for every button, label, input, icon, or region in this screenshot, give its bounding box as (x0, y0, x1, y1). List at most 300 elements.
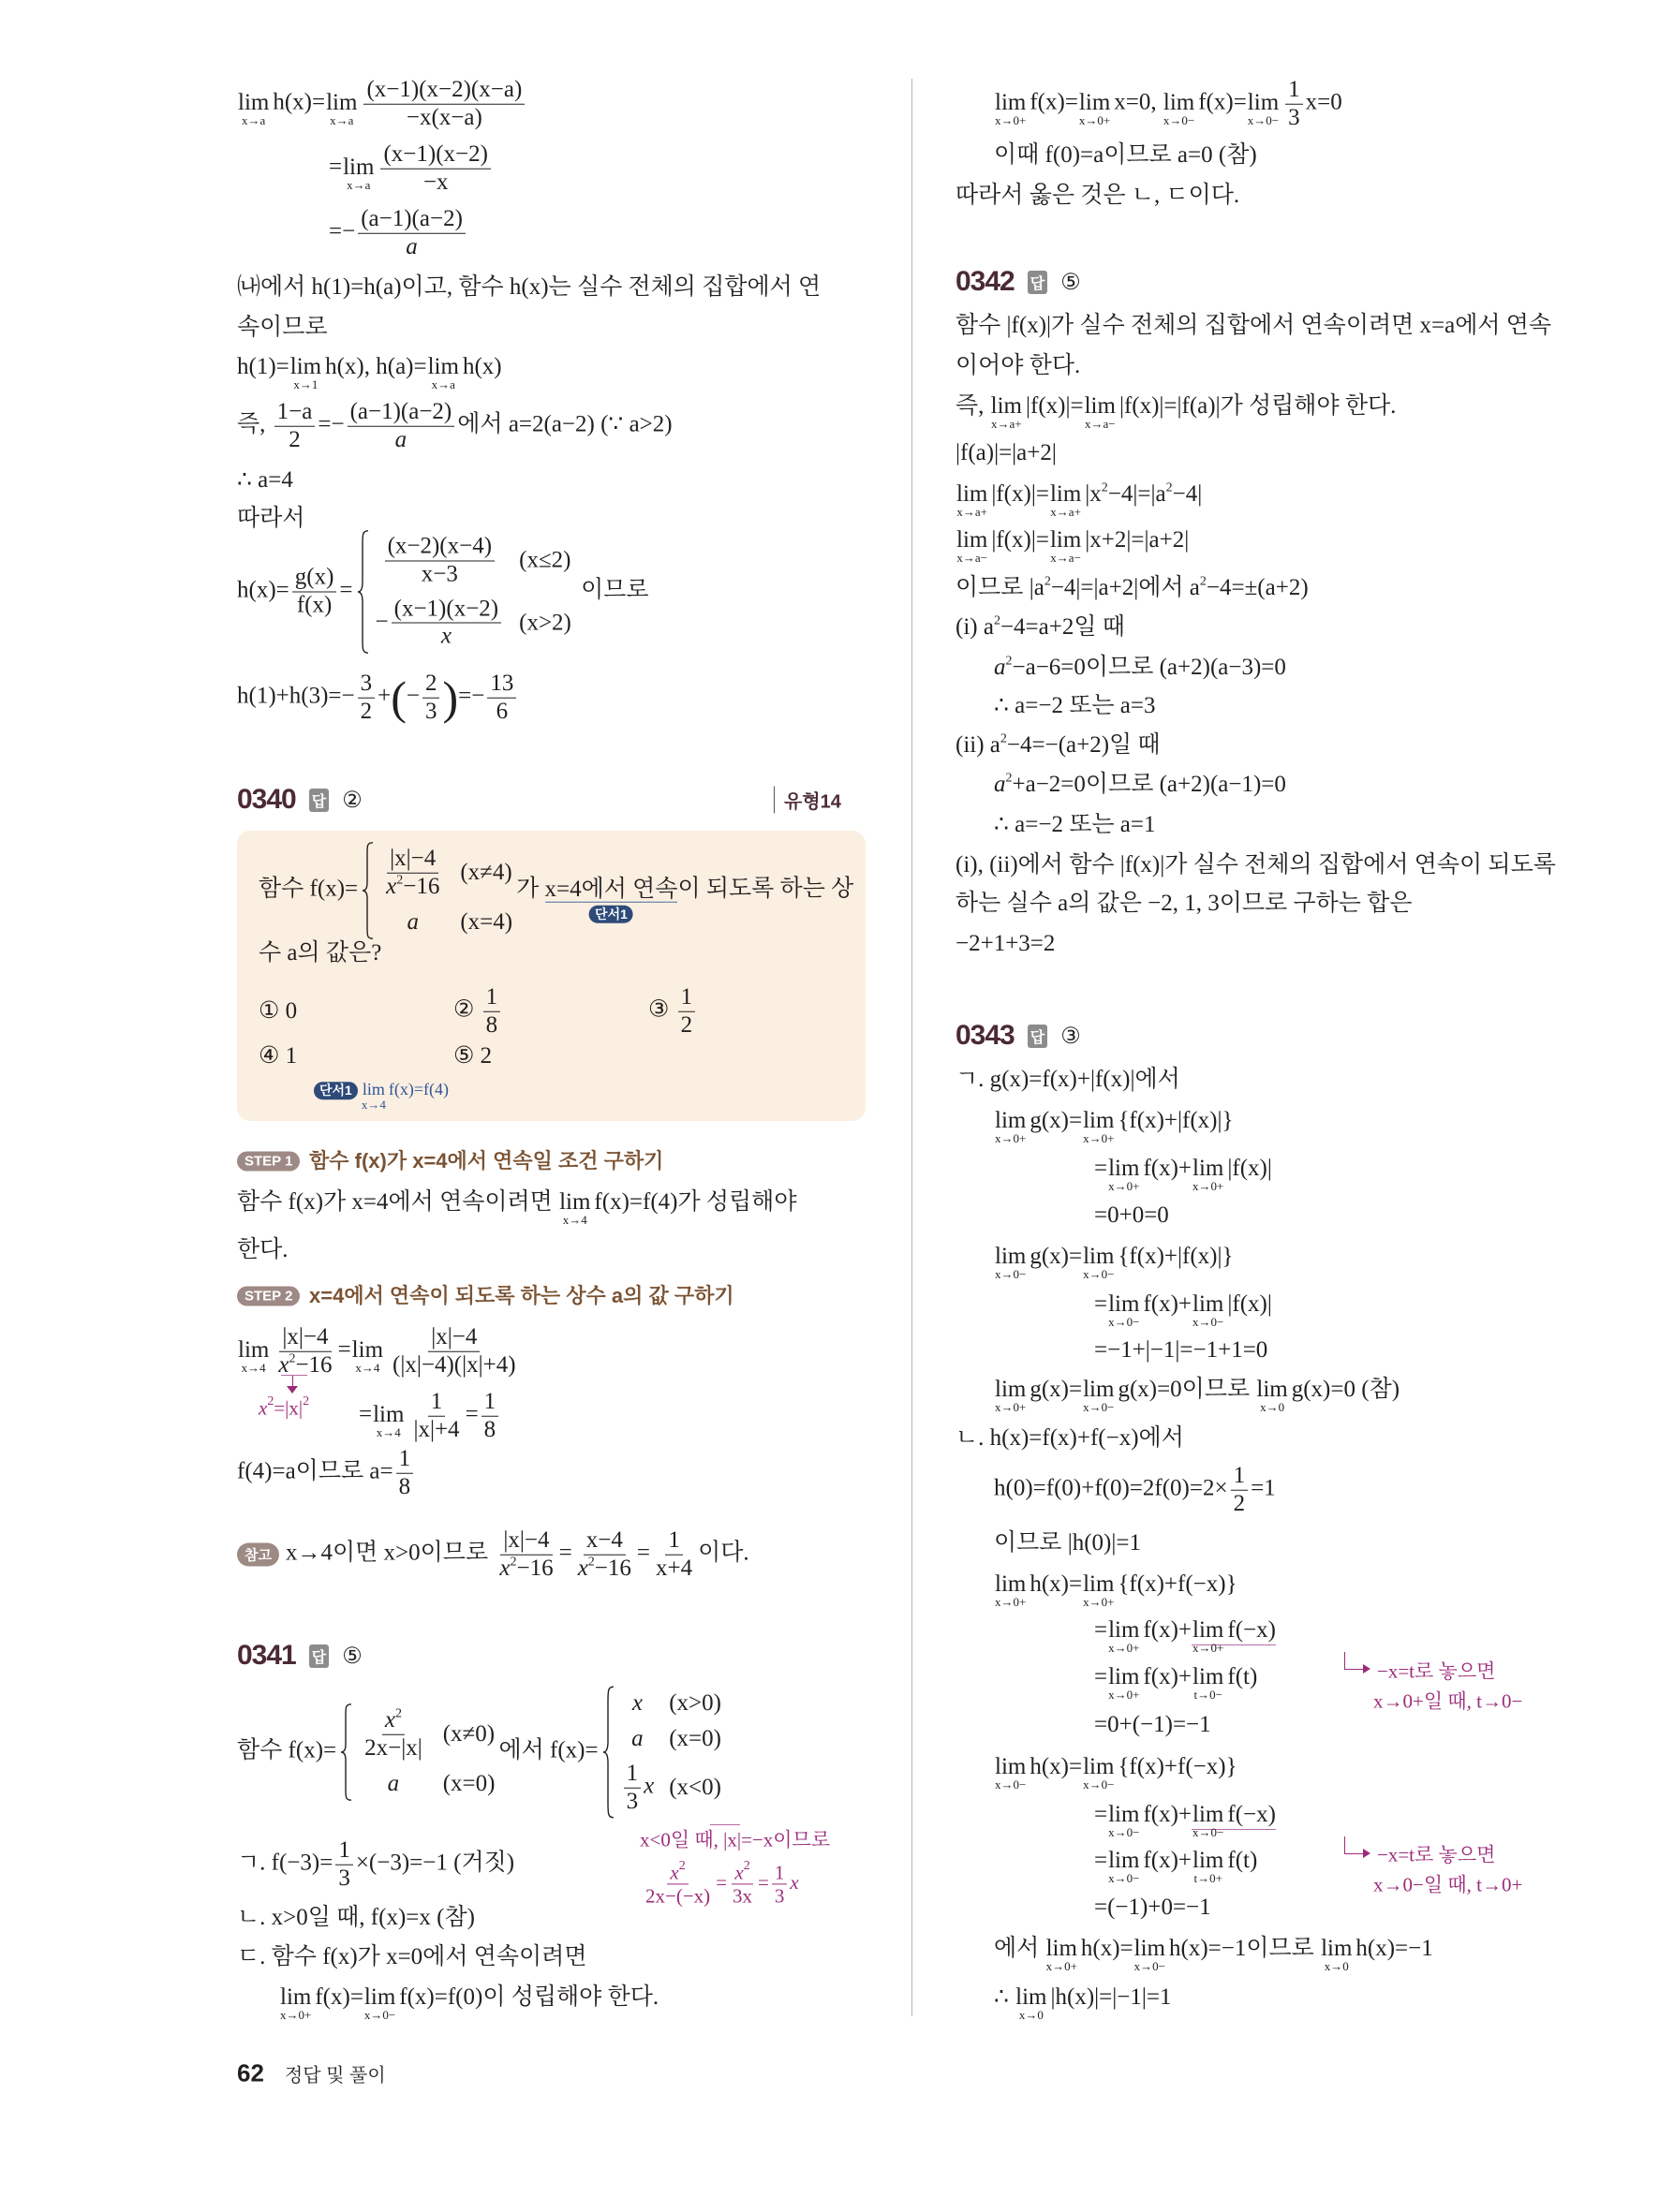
fraction (275, 1324, 334, 1379)
answer-value: ⑤ (1060, 270, 1081, 295)
lim-word: lim (1108, 1802, 1140, 1827)
math-text: 1 (338, 1836, 350, 1863)
denominator (419, 561, 461, 588)
math-text: h(1)+h(3)=− (237, 683, 355, 709)
lim-approach: x→0− (1133, 1958, 1165, 1973)
math-text: f(4)=a이므로 a= (237, 1458, 393, 1484)
lim-approach: x→0− (1108, 1870, 1140, 1885)
math-text: −16 (516, 1555, 554, 1581)
lim-approach: x→a (431, 376, 455, 391)
lim-subscript (364, 2008, 395, 2023)
denominator (393, 427, 410, 454)
math-text: 1 (680, 983, 693, 1010)
solution-line (237, 77, 527, 132)
math-text: (x≠0) (442, 1721, 496, 1747)
math-text: 수 a의 값은? (259, 940, 382, 966)
lim-subscript (242, 113, 265, 128)
lim-word: lim (1192, 1617, 1224, 1643)
math-text: x→0−일 때, t→0+ (1373, 1873, 1523, 1896)
numerator (772, 1861, 788, 1884)
math-text: (x−1)(x−2) (393, 596, 499, 621)
math-text: x (670, 1861, 679, 1884)
lim-approach: x→0+ (995, 1130, 1027, 1145)
lim-approach: x→0− (1108, 1314, 1140, 1329)
math-text: = (1094, 1617, 1108, 1643)
math-text: ① 0 (259, 998, 298, 1024)
math-text: f(x) (296, 592, 333, 618)
lim-approach: x→0+ (1108, 1640, 1140, 1655)
lim-subscript (956, 505, 987, 520)
math-text: ③ (648, 996, 675, 1023)
math-text: (x−2)(x−4) (387, 533, 493, 559)
math-text: f(x)+ (1143, 1848, 1192, 1873)
math-text: (x≠4) (460, 860, 512, 885)
denominator (383, 874, 442, 901)
page-number: 62 (237, 2058, 264, 2087)
lim-word: lim (1045, 1936, 1077, 1961)
cases-grid (375, 842, 512, 940)
lim-word: lim (1108, 1848, 1140, 1873)
solution-line (237, 273, 821, 302)
answer-badge: 답 (309, 1644, 329, 1668)
lim-subscript (362, 1098, 386, 1113)
solution-line (237, 353, 502, 391)
lim-subscript (1108, 1315, 1139, 1330)
fraction (292, 565, 337, 620)
solution-line (286, 1527, 749, 1583)
superscript: 2 (1005, 771, 1013, 786)
math-text: x<0일 때, |x|=−x이므로 (640, 1828, 831, 1851)
lim-approach: x→a+ (1050, 504, 1081, 519)
math-text: 함수 f(x)= (237, 1737, 337, 1763)
solution-line (994, 811, 1155, 839)
math-text: = (758, 1870, 769, 1894)
superscript: 2 (289, 1351, 296, 1365)
fraction (643, 1858, 713, 1908)
limit-operator (1192, 1616, 1224, 1655)
math-text: 따라서 옳은 것은 ㄴ, ㄷ이다. (955, 183, 1240, 208)
page-footer (237, 2059, 386, 2088)
lim-subscript (1083, 1267, 1114, 1282)
arrow-head-icon (287, 1386, 298, 1394)
math-text: h(x) (462, 354, 502, 379)
math-text: 2 (424, 670, 437, 696)
limit-operator (373, 1401, 405, 1439)
denominator (358, 699, 376, 726)
math-text: 3x (733, 1884, 753, 1908)
math-text: x+4 (656, 1555, 693, 1581)
limit-operator (1192, 1847, 1224, 1885)
left-brace-icon (362, 842, 375, 940)
math-text: ㈏에서 h(1)=h(a)이고, 함수 h(x)는 실수 전체의 집합에서 연 (237, 274, 822, 300)
fraction (624, 1761, 642, 1816)
solution-line (359, 1389, 501, 1444)
answer-badge: 답 (1028, 271, 1047, 294)
fraction (274, 399, 316, 454)
solution-line (955, 182, 1239, 210)
math-text: =0+0=0 (1094, 1202, 1169, 1228)
case-expression (376, 534, 505, 589)
math-text: h(x)= (1029, 1754, 1083, 1779)
math-text: 8 (485, 1011, 498, 1038)
lim-word: lim (559, 1189, 591, 1215)
denominator (335, 1865, 353, 1893)
lim-word: lim (1192, 1802, 1224, 1827)
math-text: =− (329, 218, 356, 244)
math-text: x→4이면 x>0이므로 (286, 1540, 495, 1566)
solution-line (955, 890, 1412, 918)
lim-subscript (1108, 1871, 1139, 1886)
math-text: −16 (295, 1351, 333, 1378)
math-text: ④ 1 (259, 1043, 298, 1069)
lim-word: lim (1192, 1291, 1224, 1317)
fraction (487, 671, 516, 726)
lim-approach: x→0+ (1108, 1687, 1140, 1702)
math-text: (i), (ii)에서 함수 |f(x)|가 실수 전체의 집합에서 연속이 되도록 (955, 852, 1556, 877)
solution-line (955, 851, 1556, 879)
solution-line (237, 1837, 514, 1893)
math-text: 2x−(−x) (645, 1884, 711, 1908)
solution-line (309, 1284, 734, 1308)
lim-subscript (991, 417, 1022, 432)
solution-line (259, 1396, 309, 1420)
solution-line (259, 1042, 297, 1070)
solution-line (237, 671, 519, 726)
denominator (1285, 105, 1303, 132)
solution-line (994, 1571, 1237, 1609)
numerator (358, 671, 376, 699)
math-text: = (1094, 1291, 1108, 1317)
math-text: h(x)= (273, 89, 326, 115)
lim-subscript (1163, 113, 1194, 128)
limit-operator (1133, 1935, 1165, 1973)
lim-approach: x→4 (241, 1360, 266, 1375)
lim-approach: t→0− (1193, 1687, 1222, 1702)
limit-operator (995, 1753, 1027, 1792)
solution-line (329, 141, 494, 197)
math-text: −16 (403, 873, 440, 899)
math-text: x (386, 873, 397, 899)
lim-subscript (1046, 1959, 1077, 1974)
math-text: g(x)=0이므로 (1118, 1377, 1256, 1402)
lim-approach: x→0+ (1045, 1958, 1077, 1973)
piecewise-cases (340, 1703, 495, 1802)
math-text: = (337, 1336, 351, 1363)
limit-operator (1083, 1753, 1115, 1792)
math-text: a (994, 655, 1006, 680)
lim-approach: x→0 (1324, 1958, 1349, 1973)
solution-line (994, 771, 1286, 799)
math-text: h(x)= (237, 577, 289, 603)
denominator (496, 1556, 555, 1583)
denominator (362, 1735, 425, 1762)
denominator (275, 1352, 334, 1379)
lim-approach: x→0+ (995, 1594, 1027, 1609)
solution-line (237, 466, 293, 494)
solution-line (237, 1324, 522, 1379)
superscript: 2 (1101, 480, 1108, 495)
denominator (410, 1417, 462, 1444)
solution-line (237, 1236, 289, 1264)
lim-approach: x→0+ (280, 2007, 312, 2022)
math-text: 이어야 한다. (955, 353, 1081, 378)
denominator (422, 699, 440, 726)
lim-word: lim (995, 1377, 1027, 1402)
solution-line (237, 505, 304, 533)
lim-approach: x→0− (363, 2007, 396, 2022)
superscript: 2 (394, 1706, 402, 1721)
math-text: f(−x) (1227, 1617, 1276, 1643)
lim-approach: x→0+ (1083, 1130, 1115, 1145)
limit-operator (351, 1336, 384, 1375)
math-text: 1 (1288, 76, 1300, 102)
limit-operator (1247, 89, 1280, 127)
numerator (500, 1527, 552, 1556)
lim-subscript (1108, 1825, 1139, 1840)
lim-subscript (1260, 1400, 1284, 1415)
lim-approach: x→0+ (1108, 1178, 1140, 1193)
math-text: 2x−|x| (364, 1734, 422, 1761)
math-text: 가 (516, 876, 545, 902)
cases-grid (370, 530, 571, 655)
lim-word: lim (1108, 1156, 1140, 1181)
lim-subscript (1083, 1595, 1114, 1610)
numerator (1285, 77, 1303, 105)
math-text: (|x|−4)(|x|+4) (393, 1351, 516, 1378)
math-text: 3 (338, 1865, 350, 1891)
lim-word: lim (1083, 1377, 1115, 1402)
numerator (584, 1527, 626, 1556)
lim-subscript (1050, 505, 1081, 520)
solution-line (453, 984, 503, 1040)
fraction (363, 77, 525, 132)
case-expression (359, 1707, 428, 1762)
math-text: f(x)=f(0)이 성립해야 한다. (399, 1984, 659, 2010)
math-text: 1 (483, 1388, 496, 1414)
lim-approach: x→0+ (1192, 1640, 1224, 1655)
math-text: |h(x)|=|−1|=1 (1050, 1984, 1172, 2010)
solution-line (994, 141, 1257, 170)
math-text: +a−2=0이므로 (a+2)(a−1)=0 (1012, 772, 1286, 797)
math-text: 3 (626, 1788, 639, 1814)
math-text: −16 (594, 1555, 631, 1581)
lim-word: lim (1084, 393, 1116, 419)
fraction (396, 1446, 414, 1501)
math-text: 8 (483, 1416, 496, 1442)
underline-mark (710, 1824, 740, 1825)
limit-operator (1083, 1243, 1115, 1281)
math-text: 이므로 |a (955, 575, 1044, 600)
limit-operator (361, 1080, 386, 1112)
limit-operator (1049, 480, 1082, 519)
math-text: (x−1)(x−2)(x−a) (366, 76, 523, 102)
denominator (575, 1556, 634, 1583)
lim-word: lim (1192, 1848, 1224, 1873)
math-text: ② (453, 996, 481, 1023)
lim-approach: x→0− (1083, 1399, 1115, 1414)
lim-subscript (956, 551, 987, 566)
lim-subscript (1050, 551, 1081, 566)
lim-word: lim (1108, 1291, 1140, 1317)
math-text: 1 (430, 1388, 443, 1414)
numerator (292, 565, 337, 593)
lim-subscript (355, 1361, 379, 1376)
solution-line (955, 526, 1190, 565)
numerator (358, 206, 466, 234)
lim-approach: x→4 (355, 1360, 380, 1375)
fraction (678, 984, 696, 1040)
lim-subscript (432, 377, 455, 392)
problem-number: 0342 (955, 266, 1015, 297)
lim-approach: x→0− (1083, 1266, 1115, 1281)
limit-operator (1192, 1290, 1224, 1329)
denominator (396, 1474, 414, 1501)
math-text: 이므로 |h(0)|=1 (994, 1530, 1141, 1556)
solution-line (314, 1080, 449, 1112)
lim-word: lim (956, 527, 988, 553)
math-text: |f(x)|=|f(a)|가 성립해야 한다. (1118, 393, 1397, 419)
limit-operator (427, 353, 459, 391)
math-text: f(x)+ (1143, 1156, 1192, 1181)
math-text: f(x)+ (1143, 1291, 1192, 1317)
lim-approach: x→0+ (1192, 1178, 1224, 1193)
math-text: 이때 f(0)=a이므로 a=0 (참) (994, 142, 1257, 168)
lim-subscript (563, 1213, 587, 1228)
math-text: |x+2|=|a+2| (1085, 527, 1190, 553)
solution-line (955, 930, 1055, 958)
math-text: x (499, 1555, 511, 1581)
denominator (730, 1885, 755, 1908)
left-brace-icon (340, 1703, 353, 1802)
arrow-head-icon (1363, 1849, 1370, 1858)
superscript: 2 (993, 613, 1000, 628)
answer-badge: 답 (1028, 1025, 1047, 1048)
solution-line (237, 530, 649, 655)
superscript: 2 (1005, 654, 1013, 669)
lim-approach: x→a− (1050, 550, 1081, 565)
math-text: ×(−3)=−1 (거짓) (355, 1850, 515, 1876)
limit-operator (363, 1983, 396, 2022)
math-text: = (1094, 1802, 1108, 1827)
math-text: 1 (668, 1526, 680, 1553)
math-text: x (577, 1555, 588, 1581)
math-text: 함수 f(x)가 x=4에서 연속이려면 (237, 1189, 559, 1215)
solution-line (237, 314, 328, 342)
math-text: = (1094, 1156, 1108, 1181)
lim-word: lim (351, 1336, 384, 1363)
lim-subscript (995, 113, 1026, 128)
lim-word: lim (995, 1108, 1027, 1133)
math-text: 3 (1288, 104, 1300, 130)
lim-word: lim (1015, 1984, 1047, 2010)
math-text: 함수 f(x)가 x=4에서 연속일 조건 구하기 (309, 1148, 664, 1172)
fraction (392, 596, 502, 651)
denominator (678, 1012, 696, 1040)
math-text: = (359, 1401, 373, 1427)
case-expression (621, 1689, 655, 1718)
math-text: h(x)=−1 (1355, 1936, 1433, 1961)
piecewise-cases (602, 1686, 721, 1820)
math-text: f(x)+ (1143, 1664, 1192, 1689)
math-text: 이 되도록 하는 상 (677, 876, 854, 902)
math-text: −a−6=0이므로 (a+2)(a−3)=0 (1012, 655, 1286, 680)
limit-operator (1045, 1935, 1077, 1973)
lim-approach: x→a (242, 112, 266, 127)
math-text: (x<0) (669, 1775, 721, 1800)
denominator (643, 1885, 713, 1908)
math-text: {f(x)+f(−x)} (1118, 1571, 1237, 1597)
math-text: x (734, 1861, 744, 1884)
fraction (422, 671, 440, 726)
math-text: 1 (626, 1760, 639, 1786)
piecewise-cases (357, 530, 571, 655)
superscript: 2 (396, 873, 404, 887)
problem-number: 0341 (237, 1640, 296, 1671)
left-brace-icon (602, 1686, 615, 1820)
lim-word: lim (1083, 1754, 1115, 1779)
superscript: 2 (267, 1394, 274, 1408)
math-text: = (329, 154, 343, 180)
math-text: (x>2) (519, 610, 571, 636)
math-text: =−1+|−1|=−1+1=0 (1094, 1337, 1268, 1363)
math-text: 3 (774, 1884, 785, 1908)
solution-line (994, 1376, 1400, 1414)
fraction (358, 671, 376, 726)
fraction (653, 1527, 695, 1583)
problem-number: 0340 (237, 784, 296, 815)
math-text: x (631, 1689, 643, 1716)
math-text: x (259, 1396, 268, 1420)
numerator (483, 984, 501, 1012)
math-text: h(0)=f(0)+f(0)=2f(0)=2× (994, 1475, 1228, 1501)
lim-approach: x→0 (1018, 2007, 1044, 2022)
problem-heading-0342 (955, 266, 1081, 298)
superscript: 2 (587, 1555, 595, 1569)
lim-word: lim (1256, 1377, 1288, 1402)
solution-line (1094, 1711, 1211, 1739)
limit-operator (1084, 392, 1116, 431)
arrow-head-icon (1363, 1664, 1370, 1674)
lim-subscript (1248, 113, 1279, 128)
math-text: −4=−(a+2)일 때 (1006, 732, 1161, 758)
limit-operator (1192, 1155, 1224, 1193)
numerator (363, 77, 525, 105)
lim-word: lim (343, 154, 375, 180)
math-text: x (278, 1351, 289, 1378)
solution-line (955, 352, 1080, 380)
superscript: 2 (678, 1858, 686, 1873)
math-text: f(x)=f(4) (388, 1080, 449, 1099)
fraction (481, 1389, 499, 1444)
superscript: 2 (743, 1858, 750, 1873)
problem-heading-0343 (955, 1020, 1081, 1052)
lim-approach: x→0+ (1083, 1594, 1115, 1609)
math-text: = (558, 1540, 572, 1566)
solution-line (279, 1983, 659, 2022)
lim-word: lim (1083, 1244, 1115, 1269)
math-text: 속이므로 (237, 315, 328, 340)
lim-subscript (1134, 1959, 1165, 1974)
hint-badge: 단서1 (589, 906, 633, 923)
math-text: 에서 (994, 1936, 1045, 1961)
math-text: |f(x)| (1227, 1291, 1272, 1317)
solution-line (237, 1904, 475, 1932)
lim-subscript (1085, 417, 1116, 432)
limit-operator (1256, 1376, 1288, 1414)
limit-operator (343, 154, 375, 192)
fraction (335, 1837, 353, 1893)
lim-subscript (1192, 1641, 1223, 1656)
